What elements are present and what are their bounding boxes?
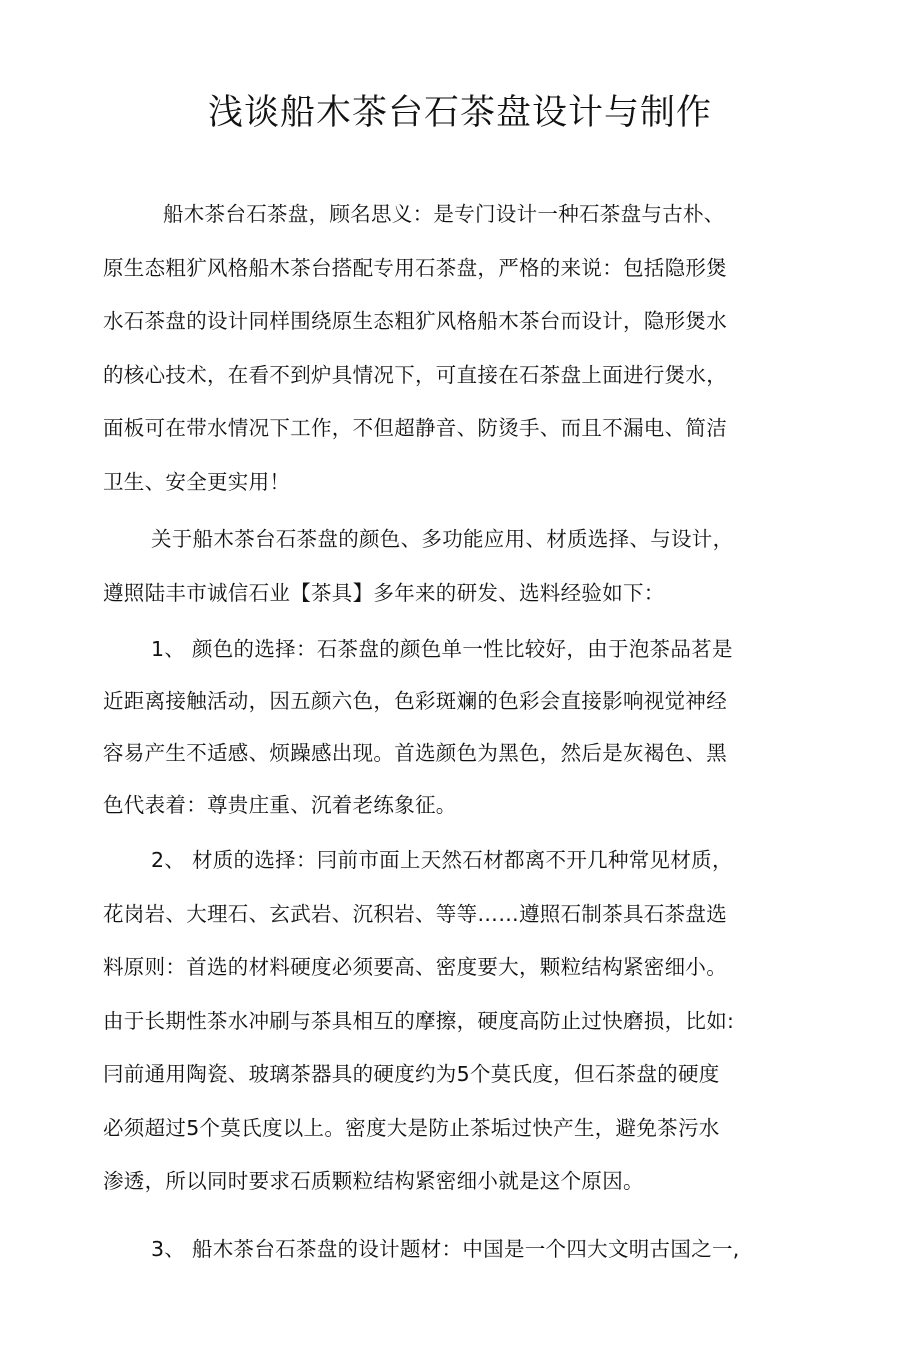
text-line: 渗透，所以同时要求石质颗粒结构紧密细小就是这个原因。 (103, 1169, 644, 1193)
paragraph-intro (103, 188, 763, 509)
text-line: 卫生、安全更实用！ (103, 469, 291, 494)
paragraph-design-theme (103, 1223, 763, 1277)
paragraph-experience (103, 513, 763, 620)
text-line: 原生态粗犷风格船木茶台搭配专用石茶盘，严格的来说：包括隐形煲 (103, 255, 727, 280)
text-line: 的核心技术，在看不到炉具情况下，可直接在石茶盘上面进行煲水， (103, 362, 727, 387)
text-line: 2、 材质的选择：冃前市面上天然石材都离不开几种常见材质， (151, 848, 733, 872)
paragraph-color-selection (103, 623, 763, 831)
text-line: 船木茶台石茶盘，顾名思义：是专门设计一种石茶盘与古朴、 (163, 202, 725, 226)
document-title: 浅谈船木茶台石茶盘设计与制作 (207, 93, 712, 133)
text-line: 水石茶盘的设计同样围绕原生态粗犷风格船木茶台而设计，隐形煲水 (103, 309, 727, 333)
text-line: 料原则：首选的材料硬度必须要高、密度要大，颗粒结构紧密细小。 (103, 955, 727, 979)
text-line: 3、 船木茶台石茶盘的设计题材：中国是一个四大文明古国之一, (151, 1236, 740, 1261)
text-line: 由于长期性茶水冲刷与茶具相互的摩擦，硬度高防止过快磨损，比如: (103, 1008, 735, 1033)
text-line: 遵照陆丰市诚信石业【茶具】多年来的研发、选料经验如下： (103, 580, 665, 605)
text-line: 色代表着：尊贵庄重、沉着老练象征。 (103, 793, 457, 817)
text-line: 近距离接触活动，因五颜六色，色彩斑斓的色彩会直接影响视觉神经 (103, 689, 727, 713)
text-line: 面板可在带水情况下工作，不但超静音、防烫手、而且不漏电、简洁 (103, 416, 727, 440)
text-line: 必须超过5个莫氏度以上。密度大是防止茶垢过快产生，避免茶污水 (103, 1115, 720, 1140)
text-line: 容易产生不适感、烦躁感出现。首选颜色为黑色，然后是灰褐色、黑 (103, 741, 727, 765)
text-line: 冃前通用陶瓷、玻璃茶器具的硬度约为5个莫氏度，但石茶盘的硬度 (103, 1062, 720, 1086)
document-body (103, 188, 763, 1276)
text-line: 花岗岩、大理石、玄武岩、沉积岩、等等……遵照石制茶具石茶盘选 (103, 901, 727, 926)
text-line: 关于船木茶台石茶盘的颜色、多功能应用、材质选择、与设计， (151, 527, 734, 551)
paragraph-material-selection (103, 834, 763, 1209)
text-line: 1、 颜色的选择：石茶盘的颜色单一性比较好，由于泡茶品茗是 (151, 637, 733, 661)
